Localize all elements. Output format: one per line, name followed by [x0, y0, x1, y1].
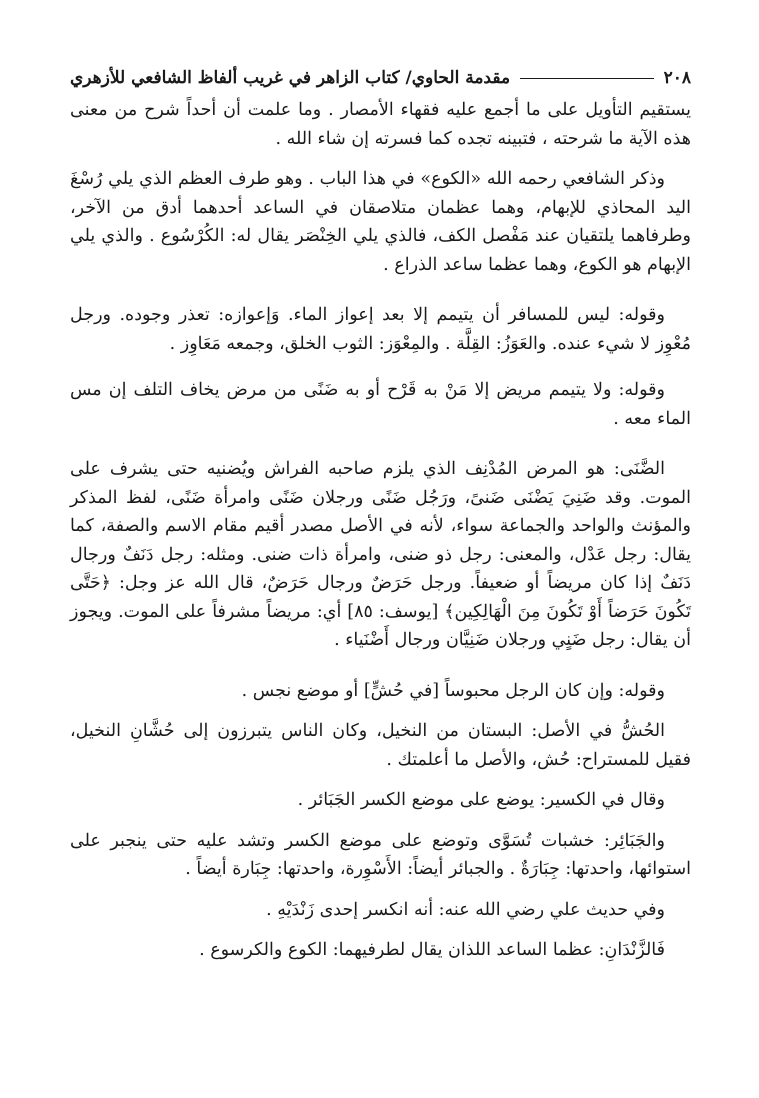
page-header [70, 58, 691, 88]
running-title: مقدمة الحاوي/ كتاب الزاهر في غريب ألفاظ الشافعي للأزهري [70, 68, 511, 88]
paragraph: وفي حديث علي رضي الله عنه: أنه انكسر إحدى زَنْدَيْهِ . [266, 899, 665, 920]
paragraph: وذكر الشافعي رحمه الله «الكوع» في هذا الباب . وهو طرف العظم الذي يلي رُسْغَ اليد المحاذي للإبهام، وهما عظمان متلاصقان في الساعد أحدهما أدق من الآخر، وطرفاهما يلتقيان عند مَفْصل الكف، فالذي يلي الخِنْصَر يقال له: الكُرْسُوع . والذي يلي الإبهام هو الكوع، وهما عظما ساعد الذراع . [70, 169, 691, 275]
paragraph: وقال في الكسير: يوضع على موضع الكسر الجَبَائر . [297, 790, 665, 810]
paragraph: والجَبَائِر: خشبات تُسَوَّى وتوضع على موضع الكسر وتشد عليه حتى ينجبر على استوائها، واحدتها: جِبَارَةٌ . والجبائر أيضاً: الأَسْوِرة، واحدتها: جِبَارة أيضاً . [70, 830, 691, 879]
paragraph: فَالزَّنْدَانِ: عظما الساعد اللذان يقال لطرفيهما: الكوع والكرسوع . [199, 940, 665, 960]
paragraph: وقوله: ليس للمسافر أن يتيمم إلا بعد إعواز الماء. وَإعوازه: تعذر وجوده. ورجل مُعْوِز لا شيء عنده. والعَوَزُ: القِلَّة . والمِعْوَز: الثوب الخلق، وجمعه مَعَاوِز . [70, 305, 691, 354]
body-text [70, 96, 691, 965]
paragraph: الضَّنَى: هو المرض المُدْنِف الذي يلزم صاحبه الفراش ويُضنيه حتى يشرف على الموت. وقد ضَنِيَ يَضْنَى ضَنىً، ورَجُل ضَنًى ورجلان ضَنًى وامرأة ضَنًى، لفظ المذكر والمؤنث والواحد والجماعة سواء، لأنه في الأصل مصدر أقيم مقام الاسم والصفة، كما يقال: رجل عَدْل، والمعنى: رجل ذو ضنى، وامرأة ذات ضنى. ومثله: رجل دَنَفٌ ورجال دَنَفٌ إذا كان مريضاً أو ضعيفاً. ورجل حَرَضٌ ورجال حَرَضٌ، قال الله عز وجل: ﴿حَتَّى تَكُونَ حَرَضاً أَوْ تَكُونَ مِنَ الْهَالِكِين﴾ [يوسف: ٨٥] أي: مريضاً مشرفاً على الموت. ويجوز أن يقال: رجل ضَنٍي ورجلان ضَنِيَّان ورجال أَضْنَياء . [70, 459, 691, 650]
page-number: ٢٠٨ [663, 68, 691, 88]
header-rule [520, 78, 654, 79]
paragraph: وقوله: ولا يتيمم مريض إلا مَنْ به قَرْح أو به ضَنًى من مرض يخاف التلف إن مس الماء معه . [70, 380, 691, 429]
paragraph: الحُشُّ في الأصل: البستان من النخيل، وكان الناس يتبرزون إلى حُشَّانِ النخيل، فقيل للمستراح: حُش، والأصل ما أعلمتك . [70, 721, 691, 770]
paragraph: يستقيم التأويل على ما أجمع عليه فقهاء الأمصار . وما علمت أن أحداً شرح من معنى هذه الآية ما شرحته ، فتبينه تجده كما فسرته إن شاء الله . [70, 100, 691, 149]
paragraph: وقوله: وإن كان الرجل محبوساً [في حُشٍّ] أو موضع نجس . [241, 680, 665, 701]
